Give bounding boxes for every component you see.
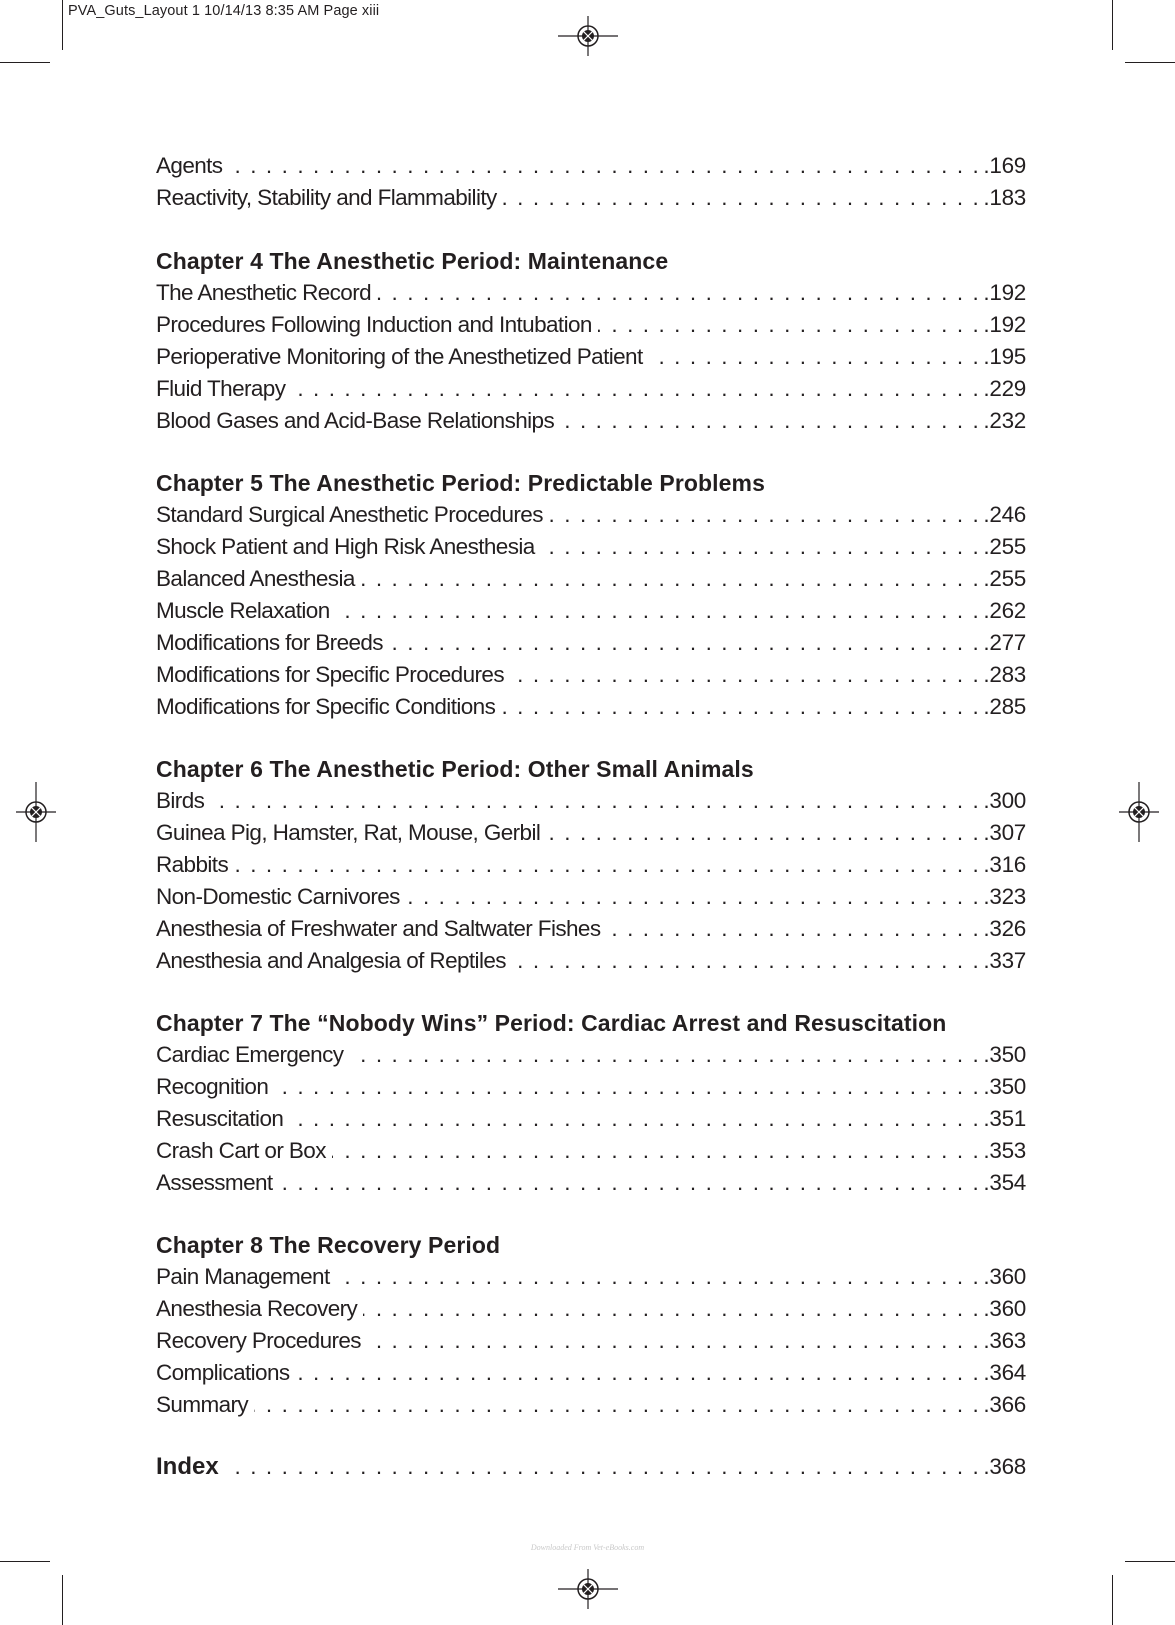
toc-entry-page: .360 xyxy=(981,1293,1026,1325)
toc-entry-page: .285 xyxy=(981,691,1026,723)
toc-entry-page: .360 xyxy=(981,1261,1026,1293)
chapter-heading: Chapter 7 The “Nobody Wins” Period: Cardiac Arrest and Resuscitation xyxy=(156,1010,947,1036)
toc-entry-title: Shock Patient and High Risk Anesthesia xyxy=(156,534,541,559)
toc-entry-title: Anesthesia of Freshwater and Saltwater Fishes xyxy=(156,916,606,941)
toc-entry-title: Reactivity, Stability and Flammability xyxy=(156,185,503,210)
toc-entry-title: Non-Domestic Carnivores xyxy=(156,884,406,909)
toc-entry xyxy=(156,150,1026,182)
toc-entry-page: .353 xyxy=(981,1135,1026,1167)
toc-entry xyxy=(156,1071,1026,1103)
toc-entry-page: .350 xyxy=(981,1071,1026,1103)
toc-entry-page: .192 xyxy=(981,277,1026,309)
toc-entry-title: Rabbits xyxy=(156,852,234,877)
toc-entry-page: .337 xyxy=(981,945,1026,977)
toc-entry xyxy=(156,1293,1026,1325)
toc-entry xyxy=(156,405,1026,437)
toc-entry-page: .262 xyxy=(981,595,1026,627)
toc-entry-title: Balanced Anesthesia xyxy=(156,566,361,591)
toc-entry-title: Complications xyxy=(156,1360,296,1385)
toc-entry-title: Cardiac Emergency xyxy=(156,1042,349,1067)
toc-index-entry xyxy=(156,1451,1026,1483)
toc-entry xyxy=(156,627,1026,659)
toc-entry-page: .246 xyxy=(981,499,1026,531)
toc-entry xyxy=(156,1261,1026,1293)
toc-entry xyxy=(156,499,1026,531)
toc-entry xyxy=(156,341,1026,373)
toc-entry xyxy=(156,309,1026,341)
toc-entry-page: .277 xyxy=(981,627,1026,659)
crop-mark xyxy=(0,62,50,63)
toc-entry-page: .368 xyxy=(981,1451,1026,1483)
toc-entry-title: Recognition xyxy=(156,1074,274,1099)
toc-entry xyxy=(156,785,1026,817)
toc-entry xyxy=(156,1039,1026,1071)
watermark: Downloaded From Vet-eBooks.com xyxy=(530,1543,645,1552)
toc-entry-title: Anesthesia Recovery xyxy=(156,1296,363,1321)
toc-entry-page: .283 xyxy=(981,659,1026,691)
toc-entry xyxy=(156,531,1026,563)
toc-entry-title: Guinea Pig, Hamster, Rat, Mouse, Gerbil xyxy=(156,820,546,845)
toc-entry-title: Assessment xyxy=(156,1170,279,1195)
toc-entry-page: .195 xyxy=(981,341,1026,373)
toc-entry xyxy=(156,881,1026,913)
crop-mark xyxy=(0,1561,50,1562)
slug-line: PVA_Guts_Layout 1 10/14/13 8:35 AM Page xiii xyxy=(68,3,380,19)
registration-mark-icon xyxy=(4,780,68,844)
toc-entry xyxy=(156,277,1026,309)
toc-entry-page: .323 xyxy=(981,881,1026,913)
toc-entry-title: Recovery Procedures xyxy=(156,1328,367,1353)
toc-entry xyxy=(156,1325,1026,1357)
toc-entry-title: Crash Cart or Box xyxy=(156,1138,332,1163)
toc-entry-page: .351 xyxy=(981,1103,1026,1135)
toc-entry-title: Modifications for Breeds xyxy=(156,630,389,655)
toc-entry-title: Modifications for Specific Conditions xyxy=(156,694,501,719)
toc-entry xyxy=(156,1357,1026,1389)
toc-entry-page: .350 xyxy=(981,1039,1026,1071)
toc-entry-title: Agents xyxy=(156,153,228,178)
toc-entry-title: Pain Management xyxy=(156,1264,336,1289)
toc-entry-page: .229 xyxy=(981,373,1026,405)
toc-entry-page: .255 xyxy=(981,531,1026,563)
crop-mark xyxy=(1125,1561,1175,1562)
table-of-contents xyxy=(156,150,1026,1483)
toc-entry-title: Muscle Relaxation xyxy=(156,598,336,623)
toc-entry-page: .366 xyxy=(981,1389,1026,1421)
chapter-heading: Chapter 4 The Anesthetic Period: Maintenance xyxy=(156,248,669,274)
registration-mark-icon xyxy=(556,1557,620,1621)
crop-mark xyxy=(62,1575,63,1625)
toc-entry xyxy=(156,373,1026,405)
crop-mark xyxy=(1112,1575,1113,1625)
toc-entry-title: Fluid Therapy xyxy=(156,376,291,401)
chapter-heading: Chapter 6 The Anesthetic Period: Other Small Animals xyxy=(156,756,754,782)
toc-entry-page: .232 xyxy=(981,405,1026,437)
chapter-heading: Chapter 8 The Recovery Period xyxy=(156,1232,501,1258)
toc-entry-page: .363 xyxy=(981,1325,1026,1357)
toc-entry xyxy=(156,1103,1026,1135)
toc-entry xyxy=(156,691,1026,723)
crop-mark xyxy=(62,0,63,50)
toc-entry-title: Standard Surgical Anesthetic Procedures xyxy=(156,502,549,527)
chapter-heading: Chapter 5 The Anesthetic Period: Predictable Problems xyxy=(156,470,765,496)
toc-entry-title: Resuscitation xyxy=(156,1106,289,1131)
toc-entry-page: .354 xyxy=(981,1167,1026,1199)
crop-mark xyxy=(1125,62,1175,63)
toc-entry-page: .192 xyxy=(981,309,1026,341)
toc-entry-title: Modifications for Specific Procedures xyxy=(156,662,510,687)
toc-entry xyxy=(156,1389,1026,1421)
registration-mark-icon xyxy=(1107,780,1171,844)
toc-entry-title: The Anesthetic Record xyxy=(156,280,377,305)
toc-entry-title: Birds xyxy=(156,788,210,813)
toc-entry-title: Blood Gases and Acid-Base Relationships xyxy=(156,408,560,433)
registration-mark-icon xyxy=(556,4,620,68)
toc-entry-page: .326 xyxy=(981,913,1026,945)
toc-entry-page: .307 xyxy=(981,817,1026,849)
toc-entry xyxy=(156,182,1026,214)
crop-mark xyxy=(1112,0,1113,50)
toc-entry-page: .169 xyxy=(981,150,1026,182)
toc-entry-title: Anesthesia and Analgesia of Reptiles xyxy=(156,948,512,973)
toc-entry xyxy=(156,563,1026,595)
toc-entry xyxy=(156,659,1026,691)
toc-entry xyxy=(156,945,1026,977)
toc-entry-page: .316 xyxy=(981,849,1026,881)
toc-entry xyxy=(156,913,1026,945)
toc-entry-title: Procedures Following Induction and Intubation xyxy=(156,312,598,337)
toc-entry xyxy=(156,1167,1026,1199)
toc-entry-page: .364 xyxy=(981,1357,1026,1389)
toc-entry-title: Index xyxy=(156,1453,225,1480)
toc-entry-title: Perioperative Monitoring of the Anesthetized Patient xyxy=(156,344,649,369)
toc-entry xyxy=(156,817,1026,849)
toc-entry xyxy=(156,1135,1026,1167)
toc-entry xyxy=(156,595,1026,627)
toc-entry-page: .183 xyxy=(981,182,1026,214)
toc-entry-title: Summary xyxy=(156,1392,254,1417)
toc-entry-page: .300 xyxy=(981,785,1026,817)
toc-entry xyxy=(156,849,1026,881)
toc-entry-page: .255 xyxy=(981,563,1026,595)
